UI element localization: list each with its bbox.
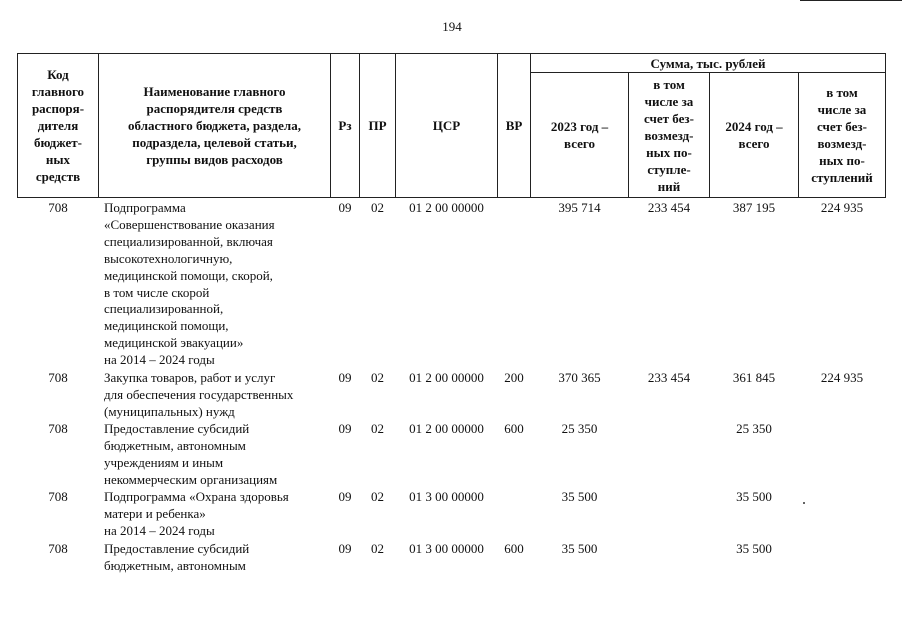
cell-csr: 01 3 00 00000: [409, 489, 484, 504]
cell-kod: 708: [48, 200, 68, 215]
header-2023-total: [530, 72, 629, 198]
header-name-line: областного бюджета, раздела,: [128, 118, 301, 133]
header-pr: ПР: [359, 53, 396, 198]
name-line: матери и ребенка»: [104, 505, 206, 521]
cell-pr: 02: [371, 541, 384, 556]
cell-rz: 09: [338, 421, 352, 436]
cell-name: [104, 370, 329, 421]
cell-csr: 01 3 00 00000: [409, 541, 484, 556]
name-line: (муниципальных) нужд: [104, 403, 235, 419]
page-number: 194: [442, 19, 462, 34]
cell-rz: 09: [338, 200, 352, 215]
header-kod-line: дителя: [37, 118, 79, 133]
header-rz: Рз: [330, 53, 360, 198]
cell-2024-total: 25 350: [736, 421, 772, 436]
name-line: медицинской помощи,: [104, 318, 229, 334]
cell-kod: 708: [48, 489, 68, 504]
header-2023b-line: возмезд-: [644, 127, 694, 143]
header-2024b-line: возмезд-: [817, 136, 867, 151]
name-line: учреждениям и иным: [104, 454, 224, 470]
header-2023b-line: ступле-: [647, 161, 691, 177]
cell-rz: 09: [338, 541, 352, 556]
header-2023b-line: в том: [653, 76, 685, 92]
cell-2023-total: 35 500: [561, 541, 598, 556]
cell-csr: 01 2 00 00000: [409, 370, 484, 385]
cell-rz: 09: [338, 489, 352, 504]
header-2023-line: 2023 год –: [550, 119, 609, 134]
header-kod: [17, 53, 99, 198]
cell-csr: 01 2 00 00000: [409, 421, 484, 436]
corner-rule: [800, 0, 902, 1]
cell-2024-total: 387 195: [732, 200, 776, 215]
name-line: на 2014 – 2024 годы: [104, 522, 215, 538]
header-kod-line: ных: [45, 152, 71, 167]
cell-name: [104, 421, 329, 489]
header-2023-line: всего: [564, 136, 595, 151]
cell-2023-total: 25 350: [561, 421, 598, 436]
name-line: некоммерческим организациям: [104, 471, 278, 487]
cell-pr: 02: [371, 421, 384, 436]
cell-2023-total: 370 365: [558, 370, 601, 385]
name-line: бюджетным, автономным: [104, 437, 246, 453]
header-name-line: подраздела, целевой статьи,: [132, 135, 297, 150]
cell-pr: 02: [371, 489, 384, 504]
cell-pr: 02: [371, 370, 384, 385]
header-name: [98, 53, 331, 198]
header-vr: ВР: [497, 53, 531, 198]
name-line: Предоставление субсидий: [104, 541, 250, 556]
cell-name: [104, 200, 329, 369]
header-2024b-line: ных по-: [819, 153, 865, 168]
cell-2023-total: 35 500: [561, 489, 598, 504]
cell-2024-total: 35 500: [736, 489, 772, 504]
cell-vr: 600: [504, 541, 524, 556]
header-summa: Сумма, тыс. рублей: [530, 53, 886, 73]
name-line: Подпрограмма «Охрана здоровья: [104, 489, 289, 504]
header-kod-line: средств: [35, 169, 81, 184]
name-line: в том числе скорой: [104, 284, 210, 300]
header-2024b-line: счет без-: [817, 119, 867, 134]
header-2023b-line: счет без-: [644, 110, 694, 126]
cell-2024-total: 361 845: [732, 370, 776, 385]
cell-pr: 02: [371, 200, 384, 215]
cell-2024-bezvozm: 224 935: [820, 370, 864, 385]
cell-vr: 600: [504, 421, 524, 436]
name-line: «Совершенствование оказания: [104, 216, 275, 232]
name-line: медицинской эвакуации»: [104, 335, 244, 351]
header-2024-line: 2024 год –: [725, 119, 783, 134]
name-line: высокотехнологичную,: [104, 250, 233, 266]
name-line: бюджетным, автономным: [104, 557, 246, 573]
header-2023-bezvozm: [628, 72, 710, 198]
header-2023b-line: ных по-: [646, 144, 692, 160]
cell-kod: 708: [48, 370, 68, 385]
name-line: Закупка товаров, работ и услуг: [104, 370, 276, 385]
name-line: для обеспечения государственных: [104, 386, 294, 402]
header-name-line: Наименование главного: [143, 84, 286, 99]
cell-csr: 01 2 00 00000: [409, 200, 484, 215]
header-kod-line: бюджет-: [33, 135, 82, 150]
name-line: на 2014 – 2024 годы: [104, 352, 215, 368]
header-kod-line: Код: [47, 67, 69, 82]
cell-2023-bezvozm: 233 454: [647, 370, 691, 385]
header-csr: ЦСР: [395, 53, 498, 198]
cell-2023-bezvozm: 233 454: [647, 200, 691, 215]
scan-speck: [803, 502, 805, 504]
header-2023b-line: ний: [657, 178, 681, 194]
header-name-line: группы видов расходов: [146, 152, 283, 167]
cell-name: [104, 489, 329, 540]
cell-kod: 708: [48, 421, 68, 436]
cell-vr: 200: [504, 370, 524, 385]
cell-2023-total: 395 714: [558, 200, 601, 215]
name-line: специализированной, включая: [104, 233, 273, 249]
name-line: медицинской помощи, скорой,: [104, 267, 273, 283]
name-line: Подпрограмма: [104, 200, 186, 215]
header-2024-line: всего: [738, 136, 770, 151]
header-2024-total: [709, 72, 799, 198]
header-kod-line: распоря-: [31, 101, 85, 116]
header-name-line: распорядителя средств: [146, 101, 283, 116]
cell-rz: 09: [338, 370, 352, 385]
header-2023b-line: числе за: [644, 93, 694, 109]
name-line: Предоставление субсидий: [104, 421, 250, 436]
cell-name: [104, 541, 329, 575]
cell-2024-bezvozm: 224 935: [820, 200, 864, 215]
header-2024b-line: в том: [826, 85, 858, 100]
cell-2024-total: 35 500: [736, 541, 772, 556]
cell-kod: 708: [48, 541, 68, 556]
name-line: специализированной,: [104, 301, 224, 317]
header-2024-bezvozm: [798, 72, 886, 198]
header-kod-line: главного: [31, 84, 85, 99]
header-2024b-line: числе за: [817, 102, 867, 117]
header-2024b-line: ступлений: [811, 170, 873, 185]
